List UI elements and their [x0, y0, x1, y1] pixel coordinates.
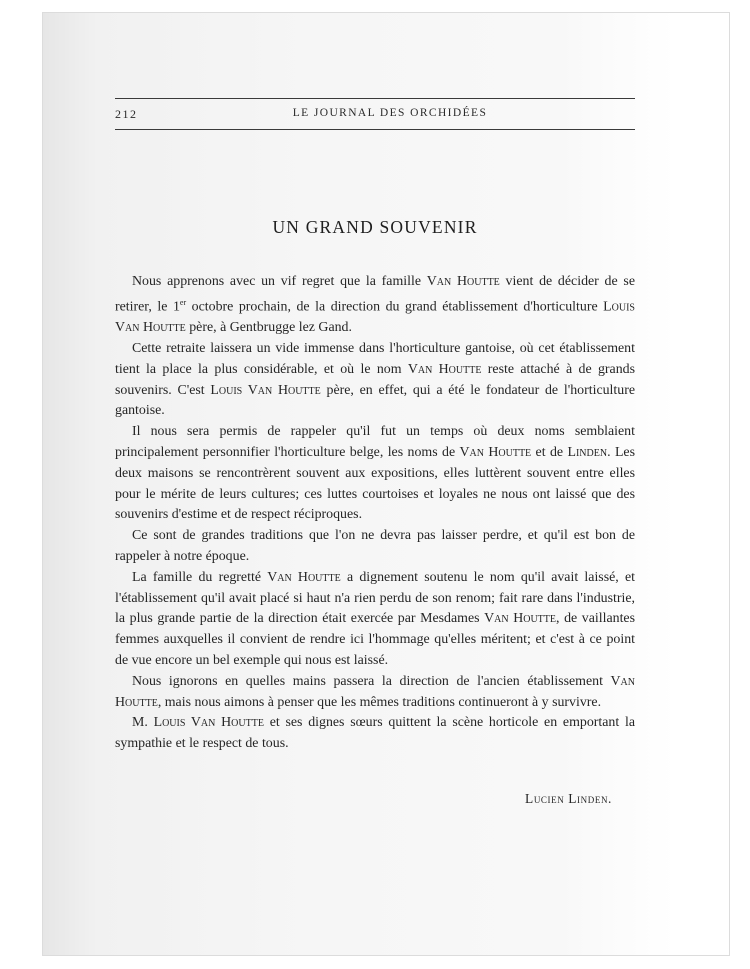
paragraph — [115, 526, 635, 568]
text-run: père, en effet, qui a été le fondateur de l'horticulture gantoise. — [115, 382, 636, 419]
text-run: Cette retraite laissera un vide immense dans l'horticulture gantoise, où cet établissement tient la place la plus considérable, et où le nom — [115, 341, 635, 377]
ordinal-superscript: er — [179, 297, 187, 307]
header-rule-bottom — [115, 129, 635, 130]
header-rule-top — [115, 98, 635, 99]
text-run: vient de décider de se retirer, le 1 — [115, 274, 635, 315]
paragraph — [115, 568, 635, 672]
proper-name: Louis Van Houtte — [153, 715, 264, 731]
paragraph — [115, 672, 635, 714]
text-run: et de — [531, 445, 568, 460]
text-run: Nous ignorons en quelles mains passera la direction de l'ancien établissement — [132, 673, 611, 689]
text-run: Il nous sera permis de rappeler qu'il fut un temps où deux noms semblaient principalement personnifier l'horticulture belge, les noms de — [115, 424, 635, 460]
proper-name: Van Houtte — [267, 569, 341, 585]
text-run: , mais nous aimons à penser que les mêmes traditions continueront à y survivre. — [157, 694, 602, 710]
running-title: LE JOURNAL DES ORCHIDÉES — [292, 107, 488, 119]
proper-name: Van Houtte — [484, 611, 556, 627]
text-run: père, à Gentbrugge lez Gand. — [185, 320, 352, 336]
text-run: Ce sont de grandes traditions que l'on ne devra pas laisser perdre, et qu'il est bon de rappeler à notre époque. — [115, 528, 635, 564]
page-header — [115, 98, 635, 130]
article-title: UN GRAND SOUVENIR — [272, 217, 478, 237]
text-run: La famille du regretté — [132, 569, 268, 585]
text-run: octobre prochain, de la direction du grand établissement d'horticulture — [186, 299, 604, 315]
text-run: Nous apprenons avec un vif regret que la famille — [132, 274, 427, 289]
text-run: , de vaillantes femmes auxquelles il convient de rendre ici l'hommage qu'elles méritent; et c'est à ce point de vue encore un bel exemple qui nous est laissé. — [115, 611, 636, 668]
article-signature: Lucien Linden. — [525, 791, 612, 806]
paragraph — [115, 422, 635, 526]
paragraph — [115, 272, 635, 339]
text-run: reste attaché à de grands souvenirs. C'est — [115, 361, 635, 398]
proper-name: Louis Van Houtte — [115, 299, 635, 336]
text-run: et ses dignes sœurs quittent la scène horticole en emportant la sympathie et le respect de tous. — [115, 715, 636, 752]
article-body — [115, 272, 635, 755]
paragraph — [115, 713, 635, 755]
page-number: 212 — [115, 107, 138, 121]
proper-name: Louis Van Houtte — [210, 382, 321, 398]
text-run: . Les deux maisons se rencontrèrent souvent aux expositions, elles luttèrent souvent entre elles pour le mérite de leurs cultures; ces luttes courtoises et loyales ne nous ont laissé que des souvenirs d'estime et de respect réciproques. — [115, 445, 635, 523]
proper-name: Van Houtte — [407, 361, 482, 377]
proper-name: Van Houtte — [115, 673, 635, 710]
proper-name: Van Houtte — [459, 445, 532, 460]
proper-name: Van Houtte — [426, 274, 500, 289]
proper-name: Linden — [567, 445, 608, 460]
text-run: M. — [132, 715, 154, 731]
text-run: a dignement soutenu le nom qu'il avait laissé, et l'établissement qu'il avait placé si haut n'a rien perdu de son renom; fait rare dans l'industrie, la plus grande partie de la direction était exercée par Mesdames — [115, 569, 636, 627]
paragraph — [115, 339, 635, 422]
